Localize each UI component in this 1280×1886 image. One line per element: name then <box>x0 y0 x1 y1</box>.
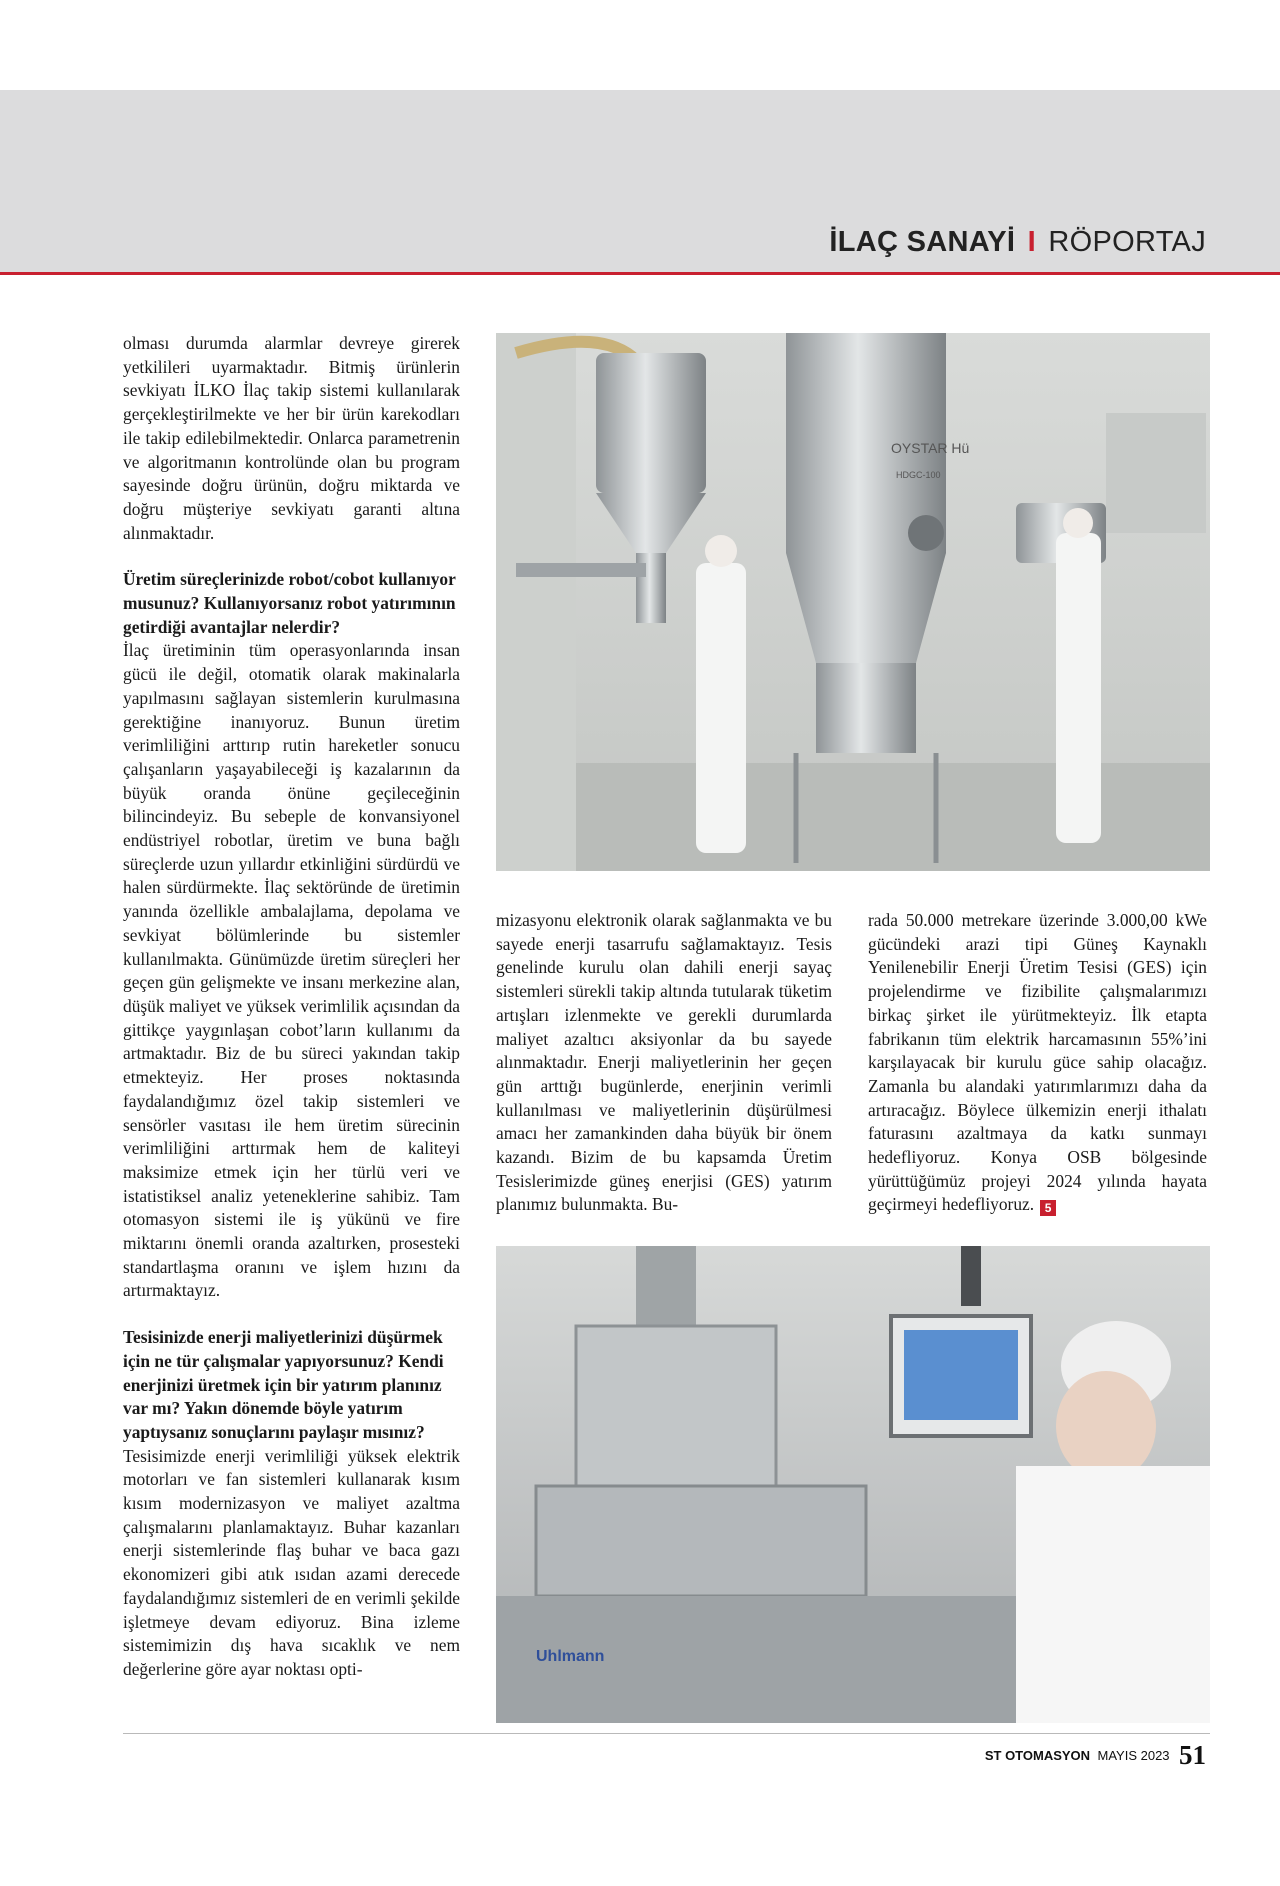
answer-robots: İlaç üretiminin tüm operasyonlarında insan gücü ile değil, otomatik olarak makinalarla yapılmasını sağlayan sistemlerin kurulmasına gerektiğine inanıyoruz. Bunun üretim verimliliğini arttırıp rutin hareketler sonucu çalışanların yaşayabileceği iş kazalarının da büyük oranda önüne geçileceğinin bilincindeyiz. Bu sebeple de konvansiyonel endüstriyel robotlar, üretim ve buna bağlı süreçlerde uzun yıllardır etkinliğini sürdürdü ve halen sürdürmekte. İlaç sektöründe de üretimin yanında özellikle ambalajlama, depolama ve sevkiyat bölümlerinde bu sistemler kullanılmakta. Günümüzde üretim süreçleri her geçen gün gelişmekte ve insanı merkezine alan, düşük maliyet ve yüksek verimlilik açısından da gittikçe yaygınlaşan cobot’ların kullanımı da artmaktadır. Biz de bu süreci yakından takip etmekteyiz. Her proses noktasında faydalandığımız özel takip sistemleri ve sensörler vasıtası ile hem üretim sürecinin verimliliğini arttırmak hem de kaliteyi maksimize etmek için her türlü veri ve istatistiksel analiz yeteneklerine sahibiz. Tam otomasyon sistemi ile iş yükünü ve fire miktarını önemli oranda azaltırken, prosesteki standartlaşma oranını ve işlem hızını da artırmaktayız. <box>123 640 460 1301</box>
photo-granulator-room <box>496 333 1210 871</box>
column-3 <box>868 909 1207 1217</box>
machine-brand-2: Uhlmann <box>536 1648 605 1665</box>
page-footer <box>985 1740 1206 1771</box>
end-mark-icon: 5 <box>1040 1200 1056 1216</box>
section-name: İLAÇ SANAYİ <box>829 226 1016 258</box>
answer-energy: Tesisimizde enerji verimliliği yüksek elektrik motorları ve fan sistemleri kullanarak kısım kısım modernizasyon ve maliyet azaltma çalışmalarını planlamaktayız. Buhar kazanları enerji sistemlerinde flaş buhar ve baca gazı ekonomizeri gibi atık ısıdan azami derecede faydalandığımız sistemleri de en verimli şekilde işletmeye devam ediyoruz. Bina izleme sistemimizin dış hava sıcaklık ve nem değerlerine göre ayar noktası opti- <box>123 1445 460 1679</box>
question-energy: Tesisinizde enerji maliyetlerinizi düşürmek için ne tür çalışmalar yapıyorsunuz? Kendi enerjinizi üretmek için bir yatırım planınız var mı? Yakın dönemde böyle yatırım yaptıysanız sonuçlarını paylaşır mısınız? <box>123 1327 444 1442</box>
machine-brand-1: OYSTAR Hü <box>891 440 970 456</box>
column-1 <box>123 332 460 1682</box>
footer-rule <box>123 1733 1210 1734</box>
section-title <box>829 226 1206 259</box>
page-number: 51 <box>1179 1740 1206 1770</box>
intro-paragraph: olması durumda alarmlar devreye girerek yetkilileri uyarmaktadır. Bitmiş ürünlerin sevkiyatı İLKO İlaç takip sistemi kullanılarak gerçekleştirilmekte ve her bir ürün karekodları ile takip edilebilmektedir. Onlarca parametrenin ve algoritmanın kontrolünde olan bu program sayesinde doğru ürünün, doğru miktarda ve doğru müşteriye sevkiyatı garanti altına alınmaktadır. <box>123 333 460 543</box>
section-separator: I <box>1027 226 1037 258</box>
column-2 <box>496 909 832 1217</box>
issue-date: MAYIS 2023 <box>1097 1748 1170 1763</box>
magazine-name: ST OTOMASYON <box>984 1748 1091 1763</box>
header-rule <box>0 272 1280 275</box>
section-type: RÖPORTAJ <box>1048 226 1206 258</box>
photo-blister-machine <box>496 1246 1210 1723</box>
column-3-text: rada 50.000 metrekare üzerinde 3.000,00 kWe gücündeki arazi tipi Güneş Kaynaklı Yenilenebilir Enerji Üretim Tesisi (GES) için projelendirme ve fizibilite çalışmalarımızı birkaç şirket ile yürütmekteyiz. İlk etapta fabrikanın tüm elektrik harcamasının 55%’ini karşılayacak bir kurulu güce sahip olacağız. Zamanla bu alandaki yatırımlarımızı daha da artıracağız. Böylece ülkemizin enerji ithalatı faturasını azaltmaya da katkı sunmayı hedefliyoruz. Konya OSB bölgesinde yürüttüğümüz projeyi 2024 yılında hayata geçirmeyi hedefliyoruz. <box>868 910 1207 1215</box>
column-2-text: mizasyonu elektronik olarak sağlanmakta ve bu sayede enerji tasarrufu sağlamaktayız. Tesis genelinde kurulu olan dahili enerji sayaç sistemleri sürekli takip altında tutularak tüketim artışları izlenmekte ve gerekli durumlarda maliyet azaltıcı aksiyonlar da bu sayede alınmaktadır. Enerji maliyetlerinin her geçen gün arttığı bugünlerde, enerjinin verimli kullanılması ve maliyetlerinin düşürülmesi amacı her zamankinden daha büyük bir önem kazandı. Bizim de bu kapsamda Üretim Tesislerimizde güneş enerjisi (GES) yatırım planımız bulunmakta. Bu- <box>496 910 832 1215</box>
machine-model-1: HDGC-100 <box>896 470 941 480</box>
question-robots: Üretim süreçlerinizde robot/cobot kullanıyor musunuz? Kullanıyorsanız robot yatırımının getirdiği avantajlar nelerdir? <box>123 569 456 637</box>
